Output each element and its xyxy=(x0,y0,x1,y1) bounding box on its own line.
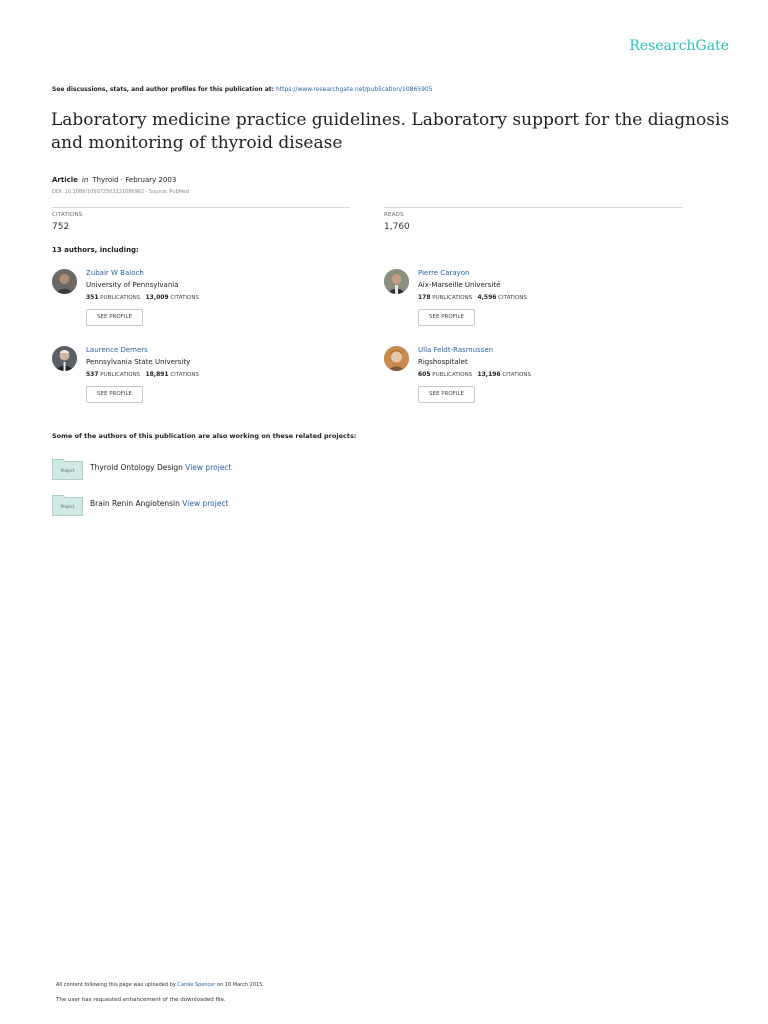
author-card xyxy=(52,269,352,339)
discussion-text: See discussions, stats, and author profiles for this publication at: xyxy=(52,86,275,93)
project-folder-label: Project xyxy=(60,468,75,473)
citations-count: 18,891 xyxy=(145,371,169,378)
journal-date[interactable]: Thyroid · February 2003 xyxy=(92,176,177,184)
citations-divider xyxy=(52,207,350,208)
upload-note xyxy=(56,982,264,988)
author-card xyxy=(384,269,684,339)
researchgate-logo[interactable]: ResearchGate xyxy=(629,38,729,54)
publications-label: PUBLICATIONS xyxy=(100,295,141,301)
citations-label: CITATIONS xyxy=(498,295,527,301)
upload-note-suffix: on 10 March 2015. xyxy=(217,982,264,988)
citations-count: 13,009 xyxy=(145,294,169,301)
reads-value: 1,760 xyxy=(384,222,410,232)
article-type: Article xyxy=(52,176,78,184)
citations-value: 752 xyxy=(52,222,70,232)
author-name[interactable]: Pierre Carayon xyxy=(418,269,470,277)
publications-count: 351 xyxy=(86,294,99,301)
project-item xyxy=(52,458,452,482)
publications-label: PUBLICATIONS xyxy=(432,295,473,301)
enhancement-note: The user has requested enhancement of the downloaded file. xyxy=(56,997,226,1003)
see-profile-button[interactable]: SEE PROFILE xyxy=(86,309,143,326)
citations-label: CITATIONS xyxy=(502,372,531,378)
citations-count: 13,196 xyxy=(477,371,501,378)
view-project-link[interactable]: View project xyxy=(182,499,229,508)
view-project-link[interactable]: View project xyxy=(185,463,232,472)
citations-label: CITATIONS xyxy=(170,372,199,378)
project-folder-icon[interactable] xyxy=(52,458,83,480)
in-word: in xyxy=(81,176,89,184)
author-stats xyxy=(86,371,199,378)
avatar[interactable] xyxy=(52,269,77,294)
citations-count: 4,596 xyxy=(477,294,497,301)
publications-count: 537 xyxy=(86,371,99,378)
uploader-link[interactable]: Carole Spencer xyxy=(177,982,216,988)
citations-label: CITATIONS xyxy=(170,295,199,301)
citations-label: CITATIONS xyxy=(52,212,83,218)
author-affiliation: Pennsylvania State University xyxy=(86,358,191,366)
author-name[interactable]: Zubair W Baloch xyxy=(86,269,144,277)
author-name[interactable]: Laurence Demers xyxy=(86,346,148,354)
publications-count: 605 xyxy=(418,371,431,378)
see-profile-button[interactable]: SEE PROFILE xyxy=(86,386,143,403)
reads-label: READS xyxy=(384,212,404,218)
author-affiliation: Rigshospitalet xyxy=(418,358,468,366)
author-stats xyxy=(418,371,531,378)
see-profile-button[interactable]: SEE PROFILE xyxy=(418,386,475,403)
publications-label: PUBLICATIONS xyxy=(432,372,473,378)
project-item xyxy=(52,494,452,518)
project-folder-label: Project xyxy=(60,504,75,509)
avatar[interactable] xyxy=(384,346,409,371)
avatar[interactable] xyxy=(384,269,409,294)
publication-meta xyxy=(52,176,176,184)
author-stats xyxy=(418,294,527,301)
avatar[interactable] xyxy=(52,346,77,371)
related-projects-heading: Some of the authors of this publication are also working on these related projects: xyxy=(52,432,357,440)
discussion-line xyxy=(52,86,433,93)
author-card xyxy=(52,346,352,416)
publication-title: Laboratory medicine practice guidelines. Laboratory support for the diagnosis and monitoring of thyroid disease xyxy=(51,110,730,153)
author-affiliation: University of Pennsylvania xyxy=(86,281,179,289)
author-affiliation: Aix-Marseille Université xyxy=(418,281,501,289)
publications-count: 178 xyxy=(418,294,431,301)
author-name[interactable]: Ulla Feldt-Rasmussen xyxy=(418,346,494,354)
project-text xyxy=(90,463,231,472)
author-card xyxy=(384,346,684,416)
author-stats xyxy=(86,294,199,301)
reads-divider xyxy=(384,207,683,208)
publications-label: PUBLICATIONS xyxy=(100,372,141,378)
authors-heading: 13 authors, including: xyxy=(52,246,139,254)
doi-source: DOI: 10.1089/105072503321086962 · Source: PubMed xyxy=(52,189,190,195)
project-name: Thyroid Ontology Design xyxy=(90,463,183,472)
see-profile-button[interactable]: SEE PROFILE xyxy=(418,309,475,326)
upload-note-prefix: All content following this page was uploaded by xyxy=(56,982,176,988)
project-name: Brain Renin Angiotensin xyxy=(90,499,180,508)
project-text xyxy=(90,499,229,508)
publication-url-link[interactable]: https://www.researchgate.net/publication/10865905 xyxy=(275,86,433,93)
project-folder-icon[interactable] xyxy=(52,494,83,516)
